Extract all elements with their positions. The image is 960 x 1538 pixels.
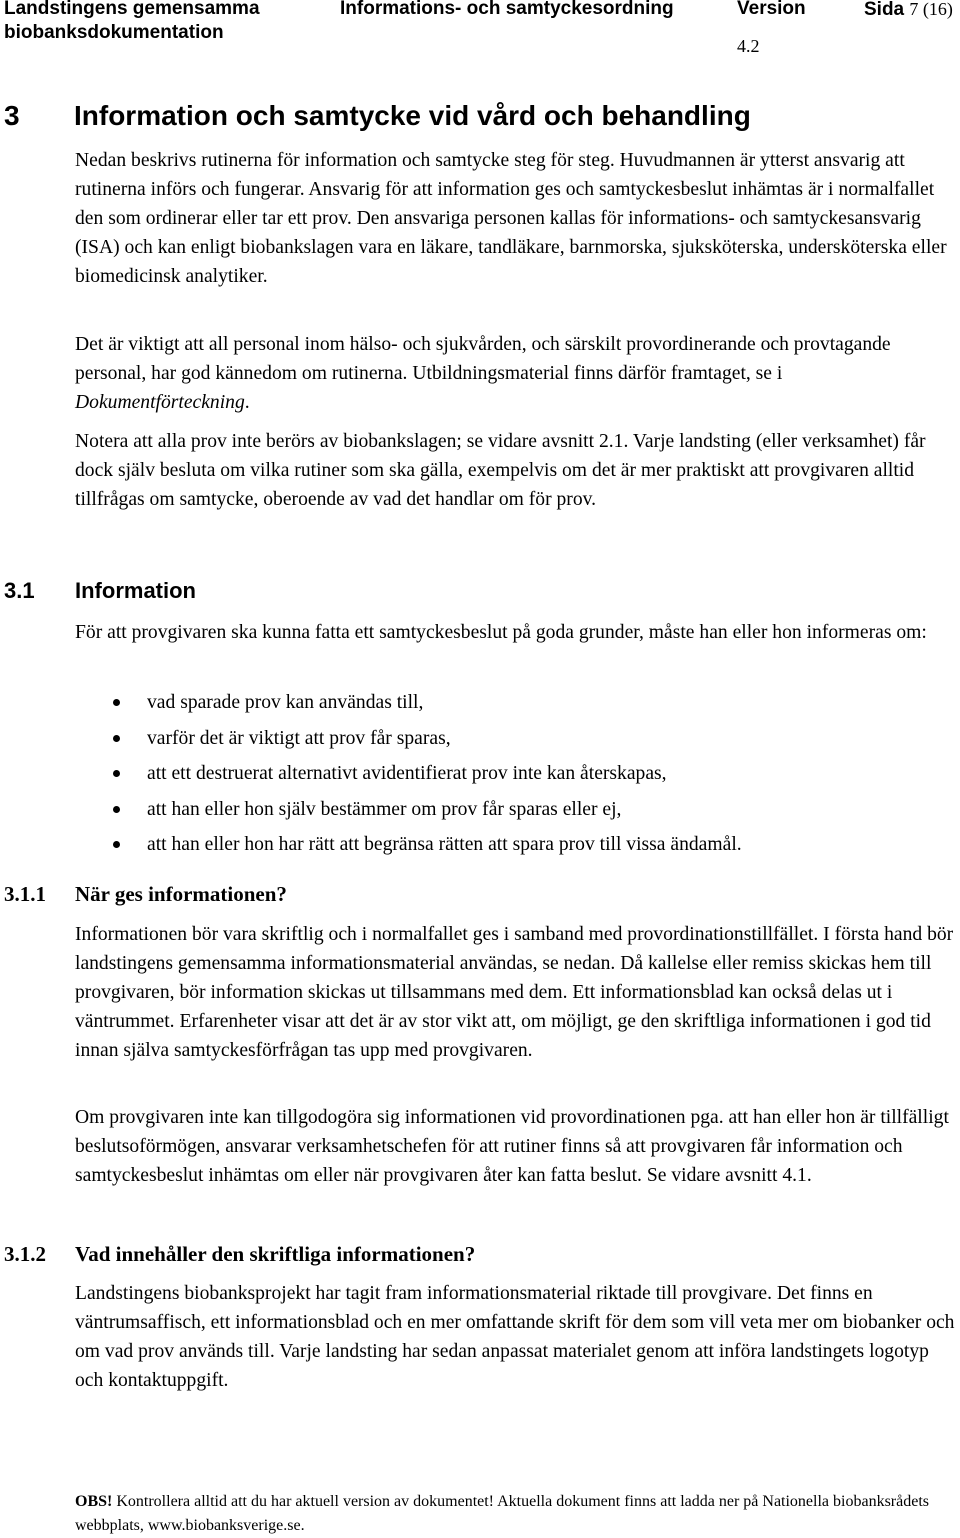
bullet-icon: [113, 699, 120, 706]
list-item-text: vad sparade prov kan användas till,: [147, 692, 424, 713]
section-3-heading: [4, 98, 751, 134]
bullet-icon: [113, 735, 120, 742]
section-3-1-heading: [4, 576, 196, 606]
footer-notice-label: OBS!: [75, 1493, 113, 1510]
header-version-value: 4.2: [737, 36, 760, 56]
section-3-1-number: 3.1: [4, 578, 35, 603]
section-3-1-2-paragraph-1: Landstingens biobanksprojekt har tagit fram informationsmaterial riktade till provgivare. Det finns en väntrumsaffisch, ett informationsblad och en mer omfattande skrift för dem som vill veta mer om biobanker och om vad prov används till. Varje landsting har sedan anpassat materialet genom att införa landstingets logotyp och kontaktuppgift.: [75, 1283, 955, 1391]
list-item: [75, 830, 955, 866]
section-3-1-1-title: När ges informationen?: [75, 882, 287, 906]
section-3-1-1-heading: [4, 880, 287, 908]
section-3-1-1-number: 3.1.1: [4, 882, 46, 906]
list-item-text: varför det är viktigt att prov får sparas,: [147, 727, 451, 749]
list-item-text: att han eller hon har rätt att begränsa rätten att spara prov till vissa ändamål.: [147, 834, 742, 855]
header-org-line2: biobanksdokumentation: [4, 22, 224, 43]
section-3-1-1-paragraph-2: Om provgivaren inte kan tillgodogöra sig informationen vid provordinationen pga. att han eller hon är tillfälligt beslutsoförmögen, ansvarar verksamhetschefen för att rutiner finns så att provgivaren får information och samtyckesbeslut inhämtas om eller när provgivaren åter kan fatta beslut. Se vidare avsnitt 4.1.: [75, 1107, 949, 1186]
information-bullet-list: [75, 688, 955, 866]
header-page-value: 7 (16): [909, 0, 953, 19]
section-3-1-1-paragraph-1: Informationen bör vara skriftlig och i normalfallet ges i samband med provordinationstillfället. I första hand bör landstingens gemensamma informationsmaterial användas, se nedan. Då kallelse eller remiss skickas hem till provgivaren, bör information skickas ut tillsammans med dem. Ett informationsblad kan också delas ut i väntrummet. Erfarenheter visar att det är av stor vikt att, om möjligt, ge den skriftliga informationen i god tid innan själva samtyckesförfrågan tas upp med provgivaren.: [75, 924, 954, 1061]
section-3-paragraph-2-text: Det är viktigt att all personal inom hälso- och sjukvården, och särskilt provordinerande och provtagande personal, har god kännedom om rutinerna. Utbildningsmaterial finns därför framtaget, se i: [75, 334, 891, 384]
header-version-label: Version: [737, 0, 806, 19]
list-item: [75, 795, 955, 831]
section-3-1-intro: För att provgivaren ska kunna fatta ett samtyckesbeslut på goda grunder, måste han eller hon informeras om:: [75, 622, 927, 643]
footer-notice-text: Kontrollera alltid att du har aktuell version av dokumentet! Aktuella dokument finns att ladda ner på Nationella biobanksrådets webbplats, www.biobanksverige.se.: [75, 1493, 929, 1534]
section-3-title: Information och samtycke vid vård och behandling: [74, 100, 751, 131]
list-item-text: att han eller hon själv bestämmer om prov får sparas eller ej,: [147, 798, 622, 820]
section-3-paragraph-3: Notera att alla prov inte berörs av biobankslagen; se vidare avsnitt 2.1. Varje landsting (eller verksamhet) får dock själv besluta om vilka rutiner som ska gälla, exempelvis om det är mer praktiskt att provgivaren alltid tillfrågas om samtycke, oberoende av vad det handlar om för prov.: [75, 431, 926, 510]
bullet-icon: [113, 841, 120, 848]
header-page-indicator: [864, 0, 953, 21]
list-item: [75, 688, 955, 724]
section-3-1-2-heading: [4, 1240, 475, 1268]
header-page-label: Sida: [864, 0, 905, 20]
page-footer: [75, 1490, 955, 1538]
section-3-1-title: Information: [75, 578, 196, 603]
document-list-reference: Dokumentförteckning: [75, 392, 245, 413]
section-3-paragraph-2: [75, 330, 955, 417]
bullet-icon: [113, 770, 120, 777]
header-doc-title: Informations- och samtyckesordning: [340, 0, 674, 19]
section-3-number: 3: [4, 100, 20, 131]
section-3-1-2-title: Vad innehåller den skriftliga informationen?: [75, 1242, 476, 1266]
bullet-icon: [113, 806, 120, 813]
page-header: [0, 0, 960, 70]
section-3-paragraph-1: Nedan beskrivs rutinerna för information och samtycke steg för steg. Huvudmannen är ytterst ansvarig att rutinerna införs och fungerar. Ansvarig för att information ges och samtyckesbeslut inhämtas är i normalfallet den som ordinerar eller tar ett prov. Den ansvariga personen kallas för informations- och samtyckesansvarig (ISA) och kan enligt biobankslagen vara en läkare, tandläkare, barnmorska, sjuksköterska, undersköterska eller biomedicinsk analytiker.: [75, 150, 947, 287]
section-3-1-2-number: 3.1.2: [4, 1242, 46, 1266]
list-item-text: att ett destruerat alternativt avidentifierat prov inte kan återskapas,: [147, 763, 667, 784]
list-item: [75, 724, 955, 760]
section-3-paragraph-2-end: .: [244, 392, 250, 413]
header-org-line1: Landstingens gemensamma: [4, 0, 260, 19]
list-item: [75, 759, 955, 795]
